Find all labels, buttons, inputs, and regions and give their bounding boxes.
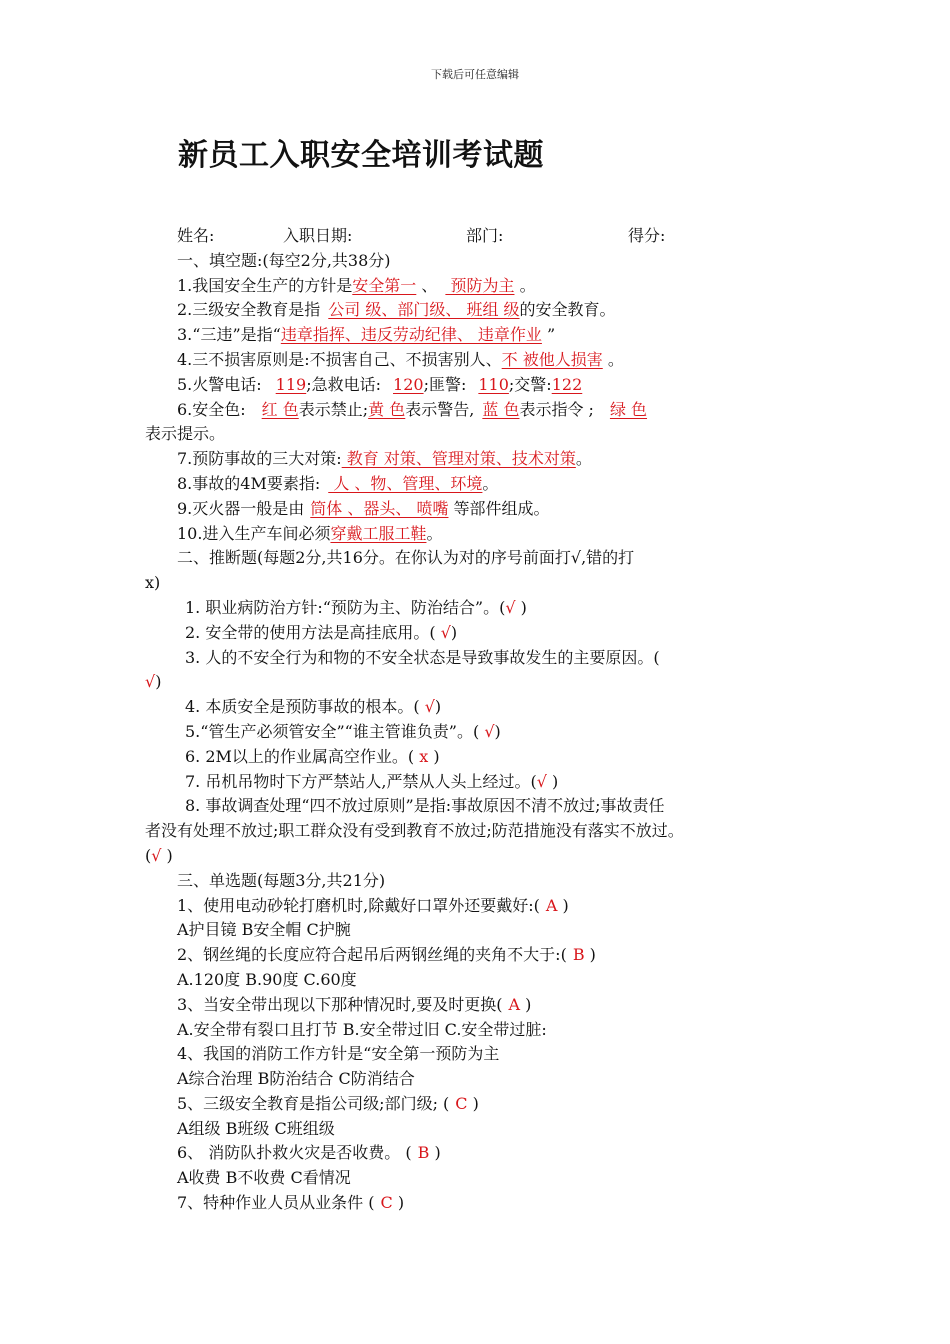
choice-options-3: A.安全带有裂口且打节 B.安全带过旧 C.安全带过脏: xyxy=(177,1019,547,1039)
question-text: ) xyxy=(450,622,458,642)
question-text: 4. 本质安全是预防事故的根本。( xyxy=(185,697,425,717)
question-text: 6.安全色: xyxy=(177,399,246,419)
question-text: 。 xyxy=(575,449,592,469)
choice-options-1: A护目镜 B安全帽 C护腕 xyxy=(177,920,351,940)
question-text: ) xyxy=(392,1193,405,1213)
question-text: ) xyxy=(161,845,173,865)
section3-heading: 三、单选题(每题3分,共21分) xyxy=(177,870,386,890)
choice-question-7 xyxy=(145,1191,820,1216)
choice-question-6 xyxy=(145,1141,820,1166)
question-text: ( xyxy=(145,845,152,865)
question-text: ” xyxy=(541,325,556,345)
question-text: ) xyxy=(429,1143,441,1163)
dept-label: 部门: xyxy=(466,226,504,245)
judge-question-2 xyxy=(145,621,820,646)
choice-question-3 xyxy=(145,993,820,1018)
question-text: 10.进入生产车间必须 xyxy=(177,523,331,543)
fill-question-9 xyxy=(145,497,820,522)
judge-question-3 xyxy=(145,646,820,671)
judge-question-8-answer xyxy=(145,844,820,869)
section2-heading-cont: x) xyxy=(145,573,161,593)
header-note: 下载后可任意编辑 xyxy=(431,68,519,81)
question-text: 4.三不损害原则是:不损害自己、不损害别人、 xyxy=(177,349,502,369)
question-text: 2. 安全带的使用方法是高挂底用。( xyxy=(185,622,441,642)
date-label: 入职日期: xyxy=(283,226,353,245)
answer: 120 xyxy=(393,374,424,394)
judge-question-8-cont: 者没有处理不放过;职工群众没有受到教育不放过;防范措施没有落实不放过。 xyxy=(145,821,684,841)
answer: 安全第一 xyxy=(352,275,417,295)
fill-question-2 xyxy=(145,298,820,323)
name-label: 姓名: xyxy=(177,226,215,245)
question-text: ) xyxy=(428,746,440,766)
question-text: ) xyxy=(155,672,162,692)
answer: 公司 级、部门级、 班组 级 xyxy=(328,300,520,320)
choice-question-5 xyxy=(145,1092,820,1117)
answer-mark: B xyxy=(572,945,585,965)
question-text: ) xyxy=(515,597,527,617)
choice-options-5: A组级 B班级 C班组级 xyxy=(177,1118,335,1138)
question-text: 的安全教育。 xyxy=(519,300,616,320)
question-text: 2.三级安全教育是指 xyxy=(177,300,321,320)
answer: 筒体 、器头、 喷嘴 xyxy=(310,498,449,518)
choice-question-1 xyxy=(145,894,820,919)
exam-content xyxy=(145,224,820,1216)
question-text: 2、钢丝绳的长度应符合起吊后两钢丝绳的夹角不大于:( xyxy=(177,945,567,965)
answer: 预防为主 xyxy=(445,275,515,295)
score-label: 得分: xyxy=(628,226,666,245)
answer-mark: √ xyxy=(424,697,435,717)
judge-question-1 xyxy=(145,596,820,621)
section1-heading: 一、填空题:(每空2分,共38分) xyxy=(177,250,391,270)
question-text: 。 xyxy=(482,473,499,493)
judge-question-4 xyxy=(145,695,820,720)
answer-mark: A xyxy=(508,994,521,1014)
fill-question-1 xyxy=(145,274,820,299)
question-text: 、 xyxy=(416,275,438,295)
question-text: ) xyxy=(557,895,569,915)
answer: 黄 色 xyxy=(368,399,406,419)
question-text: 7.预防事故的三大对策: xyxy=(177,449,342,469)
answer: 教育 对策、管理对策、技术对策 xyxy=(341,449,576,469)
fill-question-6-cont: 表示提示。 xyxy=(145,424,226,444)
choice-options-4: A综合治理 B防治结合 C防消结合 xyxy=(177,1069,415,1089)
judge-question-6 xyxy=(145,745,820,770)
choice-options-2: A.120度 B.90度 C.60度 xyxy=(177,969,357,989)
question-text: 9.灭火器一般是由 xyxy=(177,498,305,518)
fill-question-5 xyxy=(145,373,820,398)
answer-mark: √ xyxy=(505,597,516,617)
question-text: 表示指令 ; xyxy=(519,399,594,419)
question-text: 等部件组成。 xyxy=(448,498,550,518)
question-text: 表示禁止; xyxy=(298,399,369,419)
question-text: ) xyxy=(584,945,596,965)
question-text: 3、当安全带出现以下那种情况时,要及时更换( xyxy=(177,994,503,1014)
answer: 违章指挥、违反劳动纪律、 违章作业 xyxy=(280,325,542,345)
judge-question-5 xyxy=(145,720,820,745)
question-text: ) xyxy=(546,771,559,791)
answer-mark: B xyxy=(417,1143,430,1163)
answer: 122 xyxy=(551,374,583,394)
answer-mark: √ xyxy=(145,672,156,692)
question-text: 5、三级安全教育是指公司级;部门级; ( xyxy=(177,1093,450,1113)
judge-question-7 xyxy=(145,770,820,795)
question-text: ;匪警: xyxy=(423,374,467,394)
question-text: 7、特种作业人员从业条件 ( xyxy=(177,1193,375,1213)
question-text: 1.我国安全生产的方针是 xyxy=(177,275,353,295)
question-text: 5.“管生产必须管安全”“谁主管谁负责”。( xyxy=(185,721,485,741)
answer: 人 、物、管理、环境 xyxy=(328,473,483,493)
choice-options-6: A收费 B不收费 C看情况 xyxy=(177,1168,351,1188)
question-text: ;急救电话: xyxy=(306,374,382,394)
question-text: 3. 人的不安全行为和物的不安全状态是导致事故发生的主要原因。( xyxy=(185,647,660,667)
fill-question-6 xyxy=(145,398,820,423)
fill-question-4 xyxy=(145,348,820,373)
info-row xyxy=(145,224,820,249)
answer-mark: √ xyxy=(151,845,162,865)
question-text: 。 xyxy=(426,523,443,543)
question-text: ;交警: xyxy=(508,374,552,394)
question-text: ) xyxy=(467,1093,479,1113)
question-text: 8.事故的4M要素指: xyxy=(177,473,321,493)
answer: 绿 色 xyxy=(609,399,648,419)
question-text: ) xyxy=(520,994,532,1014)
fill-question-3 xyxy=(145,323,820,348)
section2-heading: 二、推断题(每题2分,共16分。在你认为对的序号前面打√,错的打 xyxy=(177,548,635,568)
fill-question-8 xyxy=(145,472,820,497)
question-text: 1、使用电动砂轮打磨机时,除戴好口罩外还要戴好:( xyxy=(177,895,540,915)
question-text: 8. 事故调查处理“四不放过原则”是指:事故原因不清不放过;事故责任 xyxy=(185,796,665,816)
question-text: 。 xyxy=(602,349,624,369)
answer: 不 被他人损害 xyxy=(501,349,603,369)
answer-mark: √ xyxy=(440,622,451,642)
answer-mark: C xyxy=(380,1193,393,1213)
question-text: 表示警告, xyxy=(405,399,475,419)
question-text: 1. 职业病防治方针:“预防为主、防治结合”。( xyxy=(185,597,506,617)
answer: 119 xyxy=(275,374,307,394)
answer-mark: x xyxy=(419,746,429,766)
question-text: ) xyxy=(494,721,501,741)
fill-question-10 xyxy=(145,522,820,547)
answer-mark: A xyxy=(545,895,558,915)
judge-question-8 xyxy=(145,794,820,819)
answer: 红 色 xyxy=(261,399,299,419)
choice-question-4: 4、我国的消防工作方针是“安全第一预防为主 xyxy=(177,1044,500,1064)
page-title: 新员工入职安全培训考试题 xyxy=(178,138,544,173)
choice-question-2 xyxy=(145,943,820,968)
fill-question-7 xyxy=(145,447,820,472)
question-text: 6. 2M以上的作业属高空作业。( xyxy=(185,746,420,766)
answer-mark: C xyxy=(455,1093,468,1113)
question-text: ) xyxy=(434,697,442,717)
answer: 穿戴工服工鞋 xyxy=(330,523,427,543)
answer: 110 xyxy=(478,374,509,394)
question-text: 。 xyxy=(514,275,536,295)
question-text: 5.火警电话: xyxy=(177,374,262,394)
question-text: 3.“三违”是指“ xyxy=(177,325,281,345)
answer-mark: √ xyxy=(536,771,547,791)
judge-question-3-cont xyxy=(145,670,820,695)
question-text: 7. 吊机吊物时下方严禁站人,严禁从人头上经过。( xyxy=(185,771,537,791)
answer: 蓝 色 xyxy=(482,399,520,419)
question-text: 6、 消防队扑救火灾是否收费。 ( xyxy=(177,1143,412,1163)
answer-mark: √ xyxy=(484,721,495,741)
